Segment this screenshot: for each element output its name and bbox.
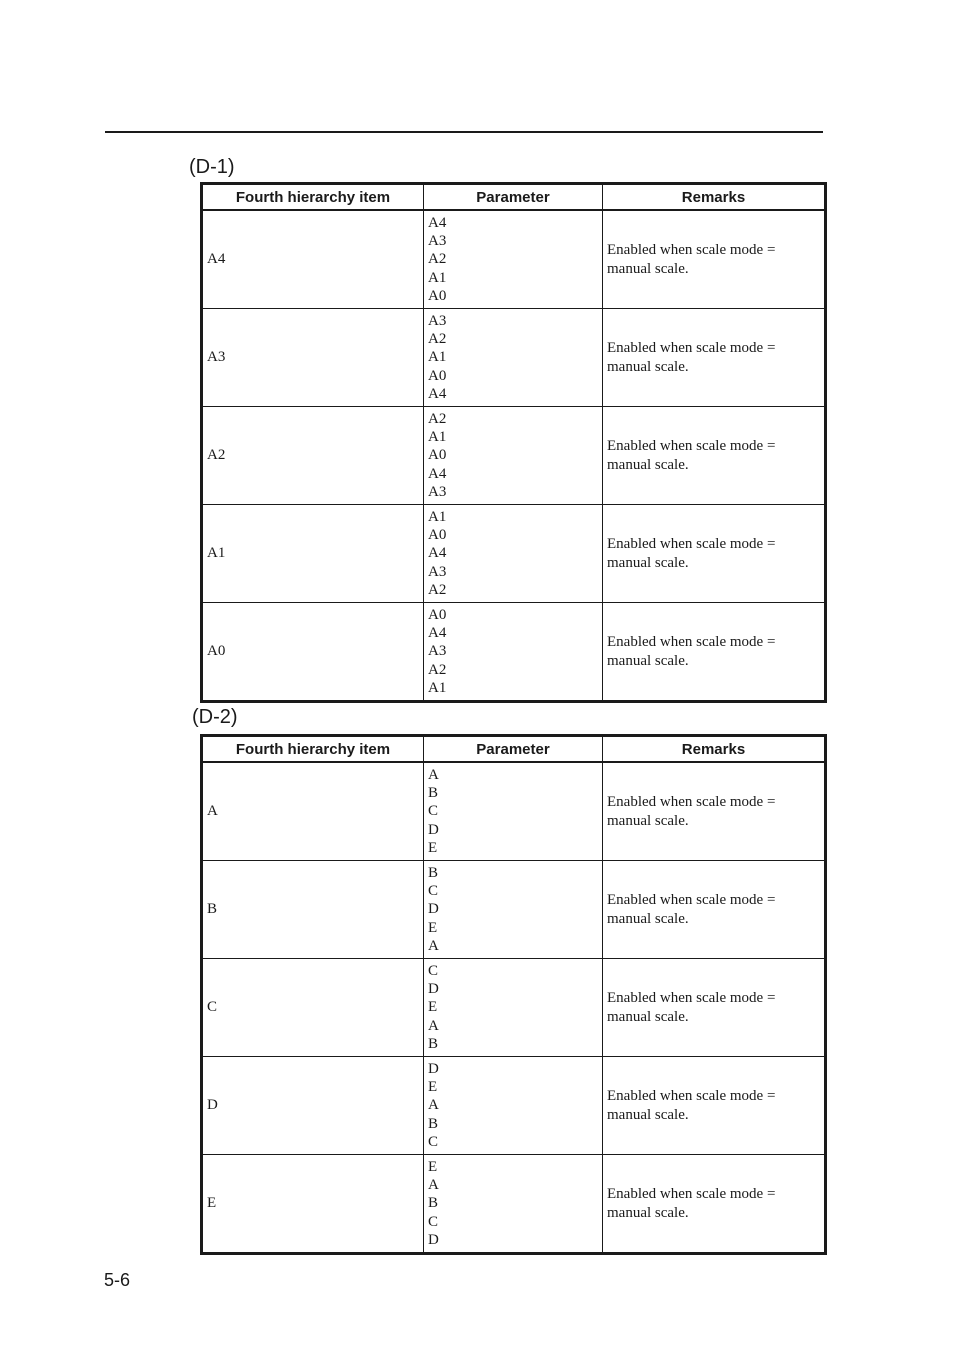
parameter-cell — [424, 210, 603, 309]
parameter-value: A4 — [428, 214, 447, 231]
parameter-value: A1 — [428, 269, 447, 286]
parameter-value: A1 — [428, 429, 447, 446]
parameter-cell — [424, 407, 603, 505]
remarks-cell: Enabled when scale mode = manual scale. — [603, 603, 826, 702]
parameter-value: C — [428, 803, 439, 820]
item-cell: E — [202, 1155, 424, 1254]
table-row — [202, 407, 826, 505]
remarks-cell: Enabled when scale mode = manual scale. — [603, 861, 826, 959]
table-row — [202, 1155, 826, 1254]
parameter-value: A2 — [428, 251, 447, 268]
parameter-value: A1 — [428, 349, 447, 366]
section-heading-d2: (D-2) — [192, 706, 238, 728]
table-row — [202, 762, 826, 861]
item-cell: A0 — [202, 603, 424, 702]
parameter-value: B — [428, 1115, 439, 1132]
parameter-value: D — [428, 821, 439, 838]
parameter-value: A3 — [428, 563, 447, 580]
parameter-value: A0 — [428, 527, 447, 544]
parameter-value: A — [428, 937, 439, 954]
parameter-value: E — [428, 1079, 438, 1096]
parameter-value: E — [428, 1158, 438, 1175]
remarks-cell: Enabled when scale mode = manual scale. — [603, 210, 826, 309]
section-heading-d1: (D-1) — [189, 156, 235, 178]
table-row — [202, 210, 826, 309]
page-number: 5-6 — [104, 1270, 131, 1290]
parameter-value: A — [428, 1017, 439, 1034]
parameter-value: A4 — [428, 545, 447, 562]
header-rule — [105, 131, 823, 133]
parameter-value: B — [428, 864, 439, 881]
parameter-value: A2 — [428, 661, 447, 678]
parameter-value: A — [428, 766, 439, 783]
parameter-table-d2 — [200, 734, 827, 1255]
parameter-value: C — [428, 883, 439, 900]
parameter-value: A3 — [428, 233, 447, 250]
item-cell: A1 — [202, 505, 424, 603]
parameter-value: A — [428, 1097, 439, 1114]
table-row — [202, 603, 826, 702]
item-cell: A3 — [202, 309, 424, 407]
parameter-value: A3 — [428, 312, 447, 329]
remarks-cell: Enabled when scale mode = manual scale. — [603, 1057, 826, 1155]
parameter-value: B — [428, 785, 439, 802]
remarks-cell: Enabled when scale mode = manual scale. — [603, 309, 826, 407]
column-header-remarks: Remarks — [603, 184, 826, 211]
parameter-value: A2 — [428, 410, 447, 427]
parameter-value: D — [428, 1060, 439, 1077]
parameter-value: C — [428, 962, 439, 979]
parameter-value: C — [428, 1133, 439, 1150]
item-cell: D — [202, 1057, 424, 1155]
parameter-value: A1 — [428, 508, 447, 525]
parameter-value: A3 — [428, 483, 447, 500]
parameter-value: D — [428, 901, 439, 918]
table-row — [202, 861, 826, 959]
parameter-value: D — [428, 1231, 439, 1248]
column-header-remarks: Remarks — [603, 736, 826, 763]
item-cell: B — [202, 861, 424, 959]
parameter-value: A0 — [428, 606, 447, 623]
parameter-value: D — [428, 981, 439, 998]
column-header-parameter: Parameter — [424, 736, 603, 763]
parameter-cell — [424, 1057, 603, 1155]
parameter-value: E — [428, 839, 438, 856]
item-cell: A4 — [202, 210, 424, 309]
parameter-value: A0 — [428, 367, 447, 384]
parameter-cell — [424, 861, 603, 959]
parameter-value: B — [428, 1195, 439, 1212]
parameter-value: A0 — [428, 287, 447, 304]
column-header-item: Fourth hierarchy item — [202, 184, 424, 211]
table-row — [202, 309, 826, 407]
parameter-value: A4 — [428, 625, 447, 642]
remarks-cell: Enabled when scale mode = manual scale. — [603, 959, 826, 1057]
parameter-value: A1 — [428, 679, 447, 696]
parameter-value: C — [428, 1213, 439, 1230]
parameter-cell — [424, 505, 603, 603]
table-header-row — [202, 184, 826, 211]
parameter-cell — [424, 603, 603, 702]
parameter-value: E — [428, 919, 438, 936]
remarks-cell: Enabled when scale mode = manual scale. — [603, 407, 826, 505]
parameter-cell — [424, 1155, 603, 1254]
table-row — [202, 1057, 826, 1155]
remarks-cell: Enabled when scale mode = manual scale. — [603, 1155, 826, 1254]
item-cell: A — [202, 762, 424, 861]
parameter-value: A2 — [428, 581, 447, 598]
parameter-cell — [424, 309, 603, 407]
parameter-value: A — [428, 1177, 439, 1194]
parameter-value: E — [428, 999, 438, 1016]
parameter-cell — [424, 959, 603, 1057]
parameter-value: A0 — [428, 447, 447, 464]
column-header-item: Fourth hierarchy item — [202, 736, 424, 763]
parameter-cell — [424, 762, 603, 861]
remarks-cell: Enabled when scale mode = manual scale. — [603, 505, 826, 603]
parameter-value: A3 — [428, 643, 447, 660]
parameter-value: A4 — [428, 385, 447, 402]
item-cell: A2 — [202, 407, 424, 505]
item-cell: C — [202, 959, 424, 1057]
table-header-row — [202, 736, 826, 763]
parameter-value: B — [428, 1035, 439, 1052]
parameter-value: A2 — [428, 331, 447, 348]
table-row — [202, 959, 826, 1057]
remarks-cell: Enabled when scale mode = manual scale. — [603, 762, 826, 861]
column-header-parameter: Parameter — [424, 184, 603, 211]
table-row — [202, 505, 826, 603]
parameter-table-d1 — [200, 182, 827, 703]
parameter-value: A4 — [428, 465, 447, 482]
